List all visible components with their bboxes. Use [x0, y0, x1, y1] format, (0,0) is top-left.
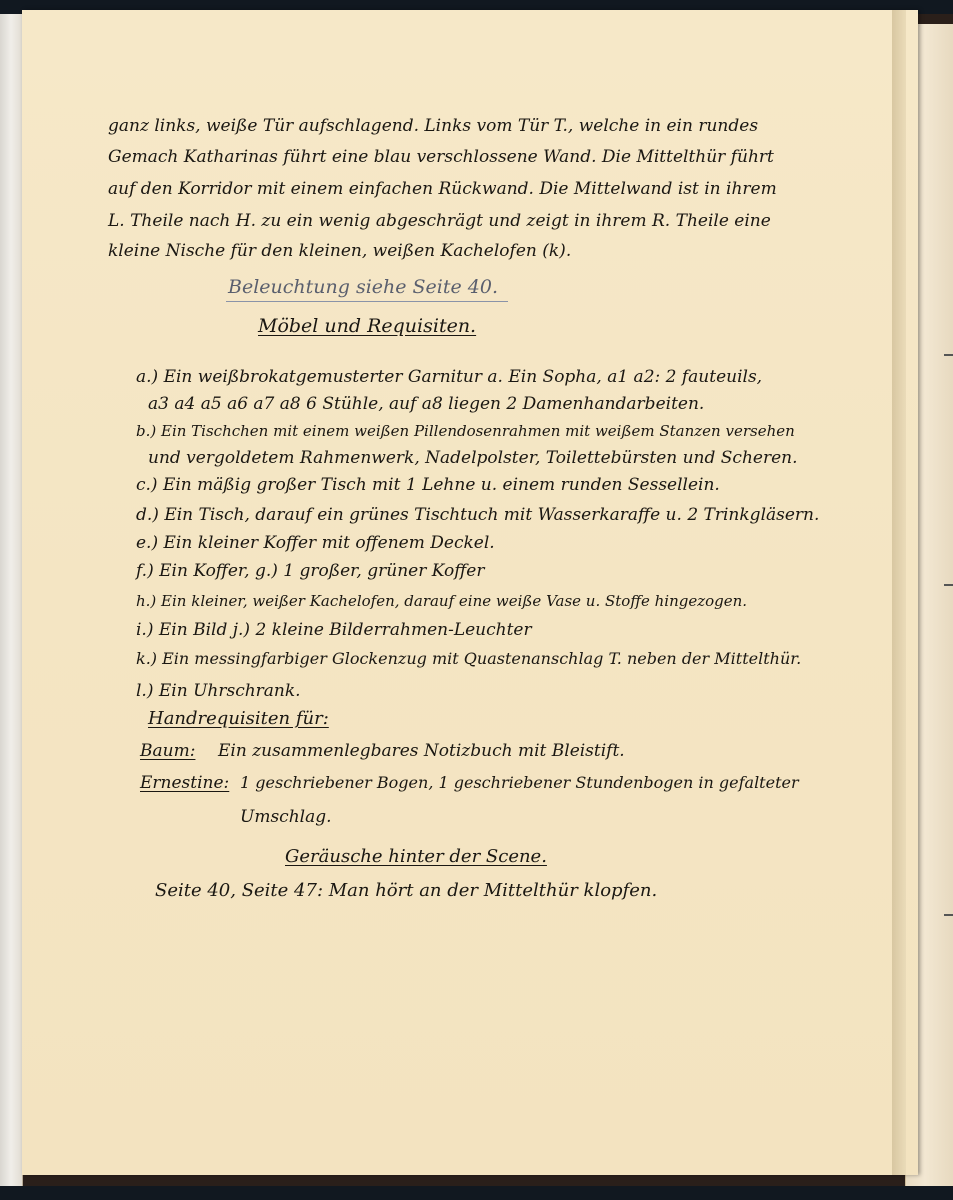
item-line: a.) Ein weißbrokatgemusterter Garnitur a. Ein Sopha, a1 a2: 2 fauteuils,	[136, 367, 763, 387]
item-line: k.) Ein messingfarbiger Glockenzug mit Quastenanschlag T. neben der Mittelthür.	[136, 649, 802, 668]
item-line: d.) Ein Tisch, darauf ein grünes Tischtuch mit Wasserkaraffe u. 2 Trinkgläsern.	[136, 505, 820, 525]
binding-edge	[0, 14, 23, 1186]
prop-character: Ernestine:	[140, 773, 230, 793]
item-line: f.) Ein Koffer, g.) 1 großer, grüner Koffer	[136, 561, 485, 581]
item-line: h.) Ein kleiner, weißer Kachelofen, darauf eine weiße Vase u. Stoffe hingezogen.	[136, 592, 748, 610]
paragraph-line: Gemach Katharinas führt eine blau verschlossene Wand. Die Mittelthür führt	[108, 147, 774, 167]
paragraph-line: ganz links, weiße Tür aufschlagend. Links vom Tür T., welche in ein rundes	[108, 116, 759, 136]
noises-text: Seite 40, Seite 47: Man hört an der Mittelthür klopfen.	[155, 880, 658, 901]
paragraph-line: auf den Korridor mit einem einfachen Rückwand. Die Mittelwand ist in ihrem	[108, 179, 777, 199]
hand-props-heading: Handrequisiten für:	[148, 708, 329, 729]
item-line: l.) Ein Uhrschrank.	[136, 681, 301, 701]
item-line: c.) Ein mäßig großer Tisch mit 1 Lehne u. einem runden Sessellein.	[136, 475, 720, 495]
page-fold	[892, 10, 906, 1175]
item-line: e.) Ein kleiner Koffer mit offenem Deckel.	[136, 533, 495, 553]
prop-description: 1 geschriebener Bogen, 1 geschriebener Stundenbogen in gefalteter	[240, 773, 799, 792]
prop-description: Umschlag.	[240, 807, 332, 827]
item-line: und vergoldetem Rahmenwerk, Nadelpolster, Toilettebürsten und Scheren.	[148, 448, 798, 468]
lighting-underline	[226, 301, 508, 302]
paragraph-line: L. Theile nach H. zu ein wenig abgeschrägt und zeigt in ihrem R. Theile eine	[108, 211, 771, 231]
prop-character: Baum:	[140, 741, 196, 761]
item-line: a3 a4 a5 a6 a7 a8 6 Stühle, auf a8 liegen 2 Damenhandarbeiten.	[148, 394, 705, 414]
item-line: b.) Ein Tischchen mit einem weißen Pillendosenrahmen mit weißem Stanzen versehen	[136, 422, 795, 440]
noises-heading: Geräusche hinter der Scene.	[285, 846, 547, 867]
prop-description: Ein zusammenlegbares Notizbuch mit Bleistift.	[218, 741, 625, 761]
paragraph-line: kleine Nische für den kleinen, weißen Kachelofen (k).	[108, 241, 572, 261]
lighting-heading: Beleuchtung siehe Seite 40.	[228, 276, 499, 298]
item-line: i.) Ein Bild j.) 2 kleine Bilderrahmen-Leuchter	[136, 620, 532, 640]
furniture-heading: Möbel und Requisiten.	[258, 315, 477, 337]
